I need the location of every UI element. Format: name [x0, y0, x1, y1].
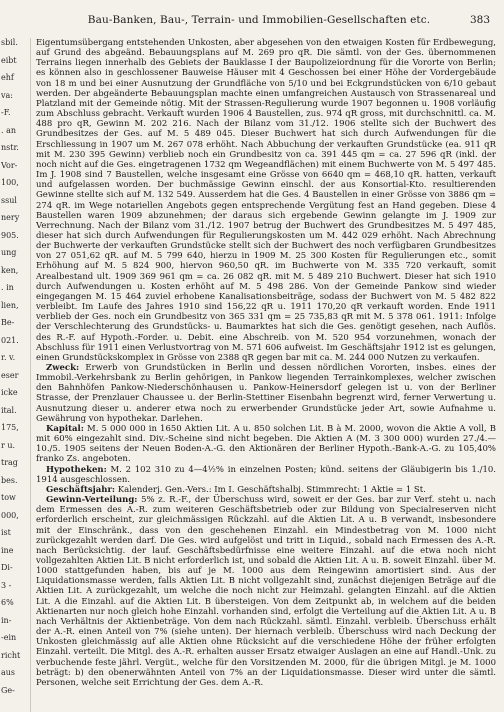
margin-fragment: ung	[1, 248, 17, 257]
paragraph-text: Erwerb von Grundstücken in Berlin und dessen nördlichen Vororten, insbes. eines der Immobil.-Verkehrsbank zu Berlin gehörigen, in Pankow liegenden Terrainkomplexes, welcher zwischen den Bahnhöfen Pankow-Niederschönhausen u. Pankow-Heinersdorf gelegen ist u. von der Berliner Strasse, der Prenzlauer Chaussee u. der Berlin-Stettiner Eisenbahn begrenzt wird, ferner Verwertung u. Ausnutzung dieser u. anderer etwa noch zu erwerbender Grundstücke jeder Art, sowie Aufnahme u. Gewährung von hypothekar. Darlehen.	[36, 363, 496, 424]
paragraph	[36, 485, 496, 495]
margin-fragment: aus	[1, 668, 16, 677]
margin-fragment: . in	[1, 283, 14, 292]
paragraph-label: Hypotheken:	[46, 464, 107, 475]
margin-fragment: bes.	[1, 475, 18, 485]
margin-fragment: 6%	[1, 598, 14, 607]
paragraph-text: Eigentumsübergang entstehenden Unkosten, aber abgesehen von den etwaigen Kosten für Erdbewegung, auf Grund des abgeänd. Bebauungsplans auf M. 269 pro qR. Die sämtl. von der Ges. übernommenen Terrains liegen innerhalb des Gebiets der Bauklasse I der Baupolizeiordnung für die Vororte von Berlin; es können also in geschlossener Bauweise Häuser mit 4 Geschossen bei einer Höhe der Vordergebäude von 18 m und bei einer Ausnutzung der Grundfläche von 5/10 und bei Eckgrundstücken von 6/10 gebaut werden. Der abgeänderte Bebauungsplan machte einen umfangreichen Austausch von Strassenareal und Platzland mit der Gemeinde nötig. Mit der Strassen-Regulierung wurde 1907 begonnen u. 1908 vorläufig zum Abschluss gebracht. Verkauft wurden 1906 4 Baustellen, zus. 974 qR gross, mit durchschnittl. ca. M. 488 pro qR, Gewinn M. 202 216. Nach der Bilanz vom 31./12. 1906 stellte sich der Buchwert des Grundbesitzes der Ges. auf M. 5 489 045. Dieser Buchwert hat sich durch Aufwendungen für die Erschliessung in 1907 um M. 267 078 erhöht. Nach Abbuchung der verkauften Grundstücke (ea. 911 qR mit M. 230 395 Gewinn) verblieb noch ein Grundbesitz von ca. 391 445 qm = ca. 27 596 qR (inkl. der noch nicht auf die Ges. eingetragenen 1732 qm Wegeandflächen) mit einem Buchwerte von M. 5 497 485. Im J. 1908 sind 7 Baustellen, welche insgesamt eine Grösse von 6640 qm = 468,10 qR. hatten, verkauft und aufgelassen worden. Der buchmässige Gewinn einschl. der aus Konsortial-Kto. resultierenden Gewinne stellte sich auf M. 132 549. Ausserdem hat die Ges. 4 Baustellen in einer Grösse von 3886 qm = 274 qR. im Wege notariellen Angebots gegen entsprechende Vergütung fest an Hand gegeben. Diese 4 Baustellen waren 1909 abzunehmen; der daraus sich ergebende Gewinn gelangte im J. 1909 zur Verrechnung. Nach der Bilanz vom 31./12. 1907 betrug der Buchwert des Grundbesitzes M. 5 497 485, dieser hat sich durch Aufwendungen für Regulierungskosten um M. 442 029 erhöht. Nach Abrechnung der Buchwerte der verkauften Grundstücke stellt sich der Buchwert des noch verfügbaren Grundbesitzes von 27 051,62 qR. auf M. 5 799 640, hierzu in 1909 M. 25 300 Kosten für Regulierungen etc., somit Erhöhung auf M. 5 824 900, hiervon 960,50 qR. im Buchwerte von M. 335 720 verkauft, somit Arealbestand ult. 1909 369 961 qm = ca. 26 082 qR. mit M. 5 489 210 Buchwert. Dieser hat sich 1910 durch Aufwendungen u. Kosten erhöht auf M. 5 498 286. Von der Gemeinde Pankow sind wieder eingegangen M. 15 464 zuviel erhobene Kanalisationsbeiträge, sodass der Buchwert von M. 5 482 822 verbleibt. Im Laufe des Jahres 1910 sind 156,22 qR u. 1911 170,20 qR verkauft worden. Ende 1911 verblieb der Ges. noch ein Grundbesitz von 365 331 qm = 25 735,83 qR mit M. 5 378 061. 1911: Infolge der Verschlechterung des Grundstücks- u. Baumarktes hat sich die Ges. genötigt gesehen, nach Auflös. des R.-F. auf Hypoth.-Forder. u. Debit. eine Abschreib. von M. 520 954 vorzunehmen, wonach der Abschluss für 1911 einen Verlustvortrag von M. 571 606 aufweist. Im Geschäftsjahr 1912 ist es gelungen, einen Grundstückskomplex in Grösse von 2388 qR gegen bar mit ca. M. 244 000 Nutzen zu verkaufen.	[36, 38, 496, 363]
article-body	[36, 38, 496, 710]
margin-fragment: richt	[1, 650, 21, 660]
margin-fragment: eibt	[1, 55, 17, 65]
margin-fragment: lien,	[1, 300, 19, 310]
paragraph-text: M. 5 000 000 in 1650 Aktien Lit. A u. 850 solchen Lit. B à M. 2000, wovon die Aktie A voll, B mit 60% eingezahlt sind. Div.-Scheine sind nicht begeben. Die Aktien A (M. 3 300 000) wurden 27./4.—10./5. 1905 seitens der Neuen Boden-A.-G. den Aktionären der Berliner Hypoth.-Bank-A.-G. zu 105,40% franko Zs. angeboten.	[36, 423, 496, 465]
facing-page-margin-fragments	[0, 38, 31, 712]
margin-fragment: r. v.	[1, 353, 16, 362]
margin-fragment: Vor-	[1, 160, 18, 170]
margin-fragment: ist	[1, 528, 11, 537]
margin-fragment: . an	[1, 125, 17, 135]
margin-fragment: nstr.	[1, 143, 19, 152]
margin-fragment: ssul	[1, 195, 17, 205]
margin-fragment: ital.	[1, 405, 17, 415]
margin-fragment: nery	[1, 213, 20, 222]
margin-fragment: in-	[1, 615, 12, 625]
paragraph-label: Zweck:	[46, 363, 80, 373]
paragraph	[36, 363, 496, 424]
margin-fragment: 021.	[1, 335, 19, 345]
paragraph-label: Gewinn-Verteilung:	[46, 495, 138, 506]
margin-fragment: va:	[1, 90, 13, 100]
margin-fragment: 100,	[1, 178, 19, 187]
running-head	[56, 14, 490, 30]
margin-fragment: -F.	[1, 108, 11, 117]
margin-fragment: tow	[1, 493, 16, 502]
paragraph-label: Geschäftsjahr:	[46, 484, 116, 495]
margin-fragment: 175,	[1, 423, 19, 432]
running-title: Bau-Banken, Bau-, Terrain- und Immobilien-Gesellschaften etc.	[87, 14, 431, 26]
paragraph-text: M. 2 102 310 zu 4—4½% in einzelnen Posten; künd. seitens der Gläubigerin bis 1./10. 1914 ausgeschlossen.	[36, 464, 496, 485]
margin-fragment: sbil.	[1, 38, 18, 47]
margin-fragment: ken,	[1, 265, 19, 275]
margin-fragment: 905.	[1, 230, 19, 240]
margin-fragment: r u.	[1, 440, 16, 450]
margin-fragment: eser	[1, 370, 19, 380]
margin-fragment: 000,	[1, 510, 19, 520]
paragraph	[36, 495, 496, 688]
margin-fragment: Ge-	[1, 685, 15, 695]
margin-fragment: -ein	[1, 633, 17, 642]
margin-fragment: ehf	[1, 73, 14, 82]
margin-fragment: Be-	[1, 318, 15, 327]
paragraph	[36, 465, 496, 485]
margin-fragment: 3 -	[1, 580, 12, 590]
paragraph	[36, 424, 496, 465]
margin-fragment: Di-	[1, 563, 13, 572]
paragraph-label: Kapital:	[46, 423, 84, 434]
margin-fragment: ine	[1, 545, 14, 555]
paragraph-text: 5% z. R.-F., der Überschuss wird, soweit er der Ges. bar zur Verf. steht u. nach dem Ermessen des A.-R. zum weiteren Geschäftsbetrieb oder zur Bildung von Specialreserven nicht erforderlich erscheint, zur gleichmässigen Rückzahl. auf die Aktien Lit. A u. B verwandt, insbesondere mit der Einschränk., dass von den geschehenen Einzahl. ein Mindestbetrag von M. 1000 nicht zurückgezahlt werden darf. Die Ges. wird aufgelöst und tritt in Liquid., sobald nach Ermessen des A.-R. nach Berücksichtig. der lauf. Geschäftsbedürfnisse eine weitere Einzahl. auf die etwa noch nicht vollgezahlten Aktien Lit. B nicht erforderlich ist, und sobald die Aktien Lit. A u. B. soweit Einzahl. über M. 1000 stattgefunden haben, bis auf je M. 1000 aus dem Reingewinn amortisiert sind. Aus der Liquidationsmasse werden, falls Aktien Lit. B nicht vollgezahlt sind, zunächst diejenigen Beträge auf die Aktien Lit. A zurückgezahlt, um welche die noch nicht zur Heimzahl. gelangten Einzahl. auf die Aktien Lit. A die Einzahl. auf die Aktien Lit. B übersteigen. Von dem Zeitpunkt ab, in welchem auf die beiden Aktienarten nur noch gleich hohe Einzahl. vorhanden sind, erfolgt die Verteilung auf die Aktien Lit. A u. B nach Verhältnis der Aktienbeträge. Von dem nach Rückzahl. sämtl. Einzahl. verbleib. Überschuss erhält der A.-R. einen Anteil von 7% (siehe unten). Der hiernach verbleib. Überschuss wird nach Deckung der Unkosten gleichmässig auf alle Aktien ohne Rücksicht auf die verschiedene Höhe der früher erfolgten Einzahl. verteilt. Die Mitgl. des A.-R. erhalten ausser Ersatz etwaiger Auslagen an eine auf Handl.-Unk. zu verbuchende feste jährl. Vergüt., welche für den Vorsitzenden M. 2000, für die übrigen Mitgl. je M. 1000 beträgt: b) den obenerwähnten Anteil von 7% an der Liquidationsmasse. Dieser wird unter die sämtl. Personen, welche seit Errichtung der Ges. dem A.-R.	[36, 495, 496, 688]
paragraph	[36, 38, 496, 363]
margin-fragment: trag	[1, 458, 18, 467]
margin-fragment: icke	[1, 388, 18, 397]
paragraph-text: Kalenderj. Gen.-Vers.: Im I. Geschäftshalbj. Stimmrecht: 1 Aktie = 1 St.	[117, 484, 426, 495]
page-number: 383	[469, 14, 490, 26]
